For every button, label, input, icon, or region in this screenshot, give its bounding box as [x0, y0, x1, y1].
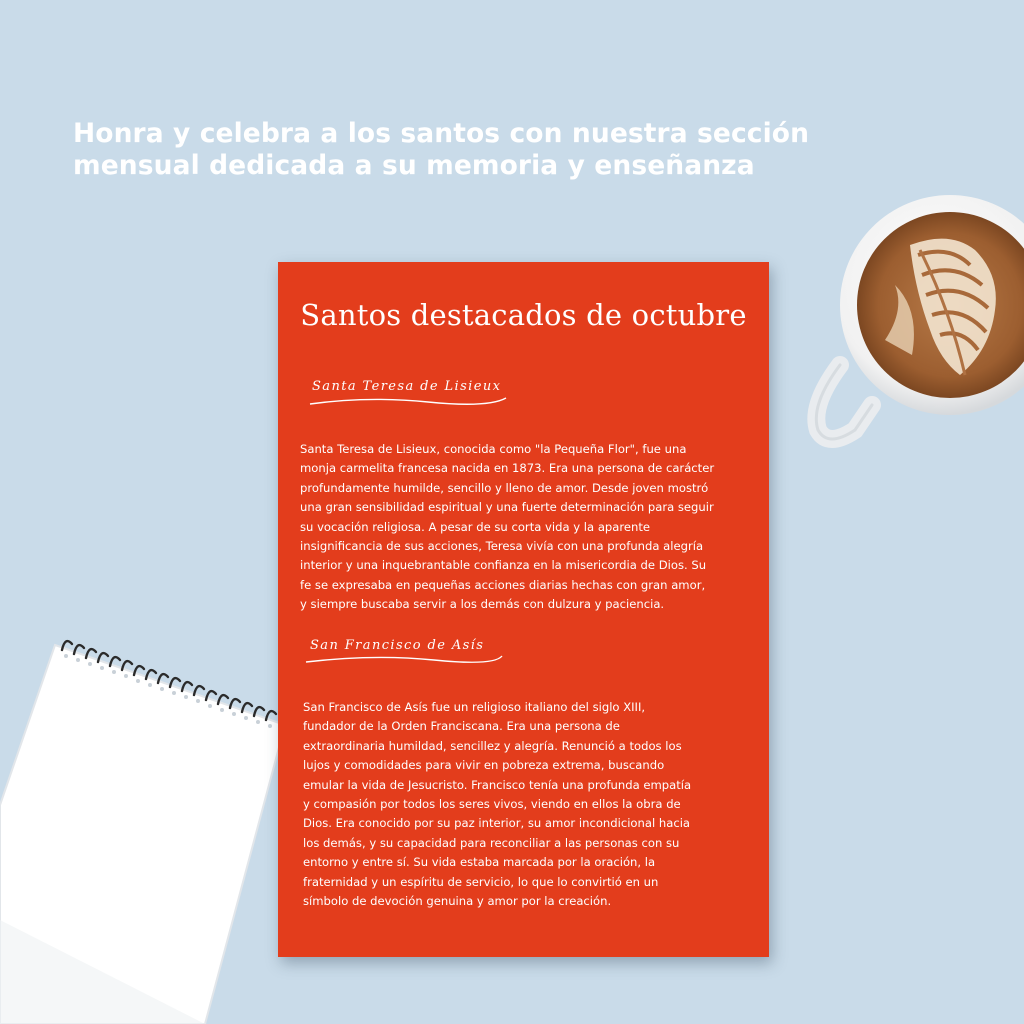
paragraph-line: profundamente humilde, sencillo y lleno de amor. Desde joven mostró [300, 480, 709, 495]
paragraph-line: una gran sensibilidad espiritual y una fuerte determinación para seguir [300, 500, 714, 515]
headline-line: Honra y celebra a los santos con nuestra sección [73, 118, 810, 149]
coffee-cup-image [800, 190, 1024, 450]
paragraph-line: Santa Teresa de Lisieux, conocida como "la Pequeña Flor", fue una [300, 442, 687, 456]
paragraph-line: entorno y entre sí. Su vida estaba marcada por la oración, la [303, 855, 656, 870]
headline-line: mensual dedicada a su memoria y enseñanza [73, 150, 755, 181]
teresa-paragraph [300, 440, 760, 615]
paragraph-line: fundador de la Orden Franciscana. Era una persona de [303, 719, 620, 734]
paragraph-line: Dios. Era conocido por su paz interior, su amor incondicional hacia [303, 816, 691, 831]
notebook-image [0, 620, 300, 1024]
underline-flourish [308, 390, 508, 410]
paragraph-line: su vocación religiosa. A pesar de su corta vida y la aparente [300, 519, 651, 534]
paragraph-line: monja carmelita francesa nacida en 1873. Era una persona de carácter [300, 461, 715, 476]
paragraph-line: y siempre buscaba servir a los demás con dulzura y paciencia. [300, 597, 665, 612]
saint-name-francisco: San Francisco de Asís [310, 638, 485, 653]
underline-flourish [304, 650, 504, 668]
paragraph-line: los demás, y su capacidad para reconciliar a las personas con su [303, 835, 680, 850]
paragraph-line: y compasión por todos los seres vivos, viendo en ellos la obra de [303, 797, 681, 812]
saints-flyer [278, 262, 769, 957]
flyer-title: Santos destacados de octubre [300, 298, 747, 332]
saint-name-teresa: Santa Teresa de Lisieux [312, 379, 502, 394]
paragraph-line: insignificancia de sus acciones, Teresa vivía con una profunda alegría [300, 539, 704, 554]
paragraph-line: San Francisco de Asís fue un religioso italiano del siglo XIII, [303, 700, 646, 714]
paragraph-line: fraternidad y un espíritu de servicio, lo que lo convirtió en un [303, 874, 659, 889]
paragraph-line: interior y una inquebrantable confianza en la misericordia de Dios. Su [300, 558, 707, 573]
paragraph-line: lujos y comodidades para vivir en pobreza extrema, buscando [303, 758, 665, 773]
paragraph-line: extraordinaria humildad, sencillez y alegría. Renunció a todos los [303, 738, 682, 753]
francisco-paragraph [303, 698, 763, 911]
paragraph-line: fe se expresaba en pequeñas acciones diarias hechas con gran amor, [300, 577, 706, 592]
headline [73, 118, 833, 182]
paragraph-line: símbolo de devoción genuina y amor por la creación. [303, 894, 612, 909]
paragraph-line: emular la vida de Jesucristo. Francisco tenía una profunda empatía [303, 777, 692, 792]
